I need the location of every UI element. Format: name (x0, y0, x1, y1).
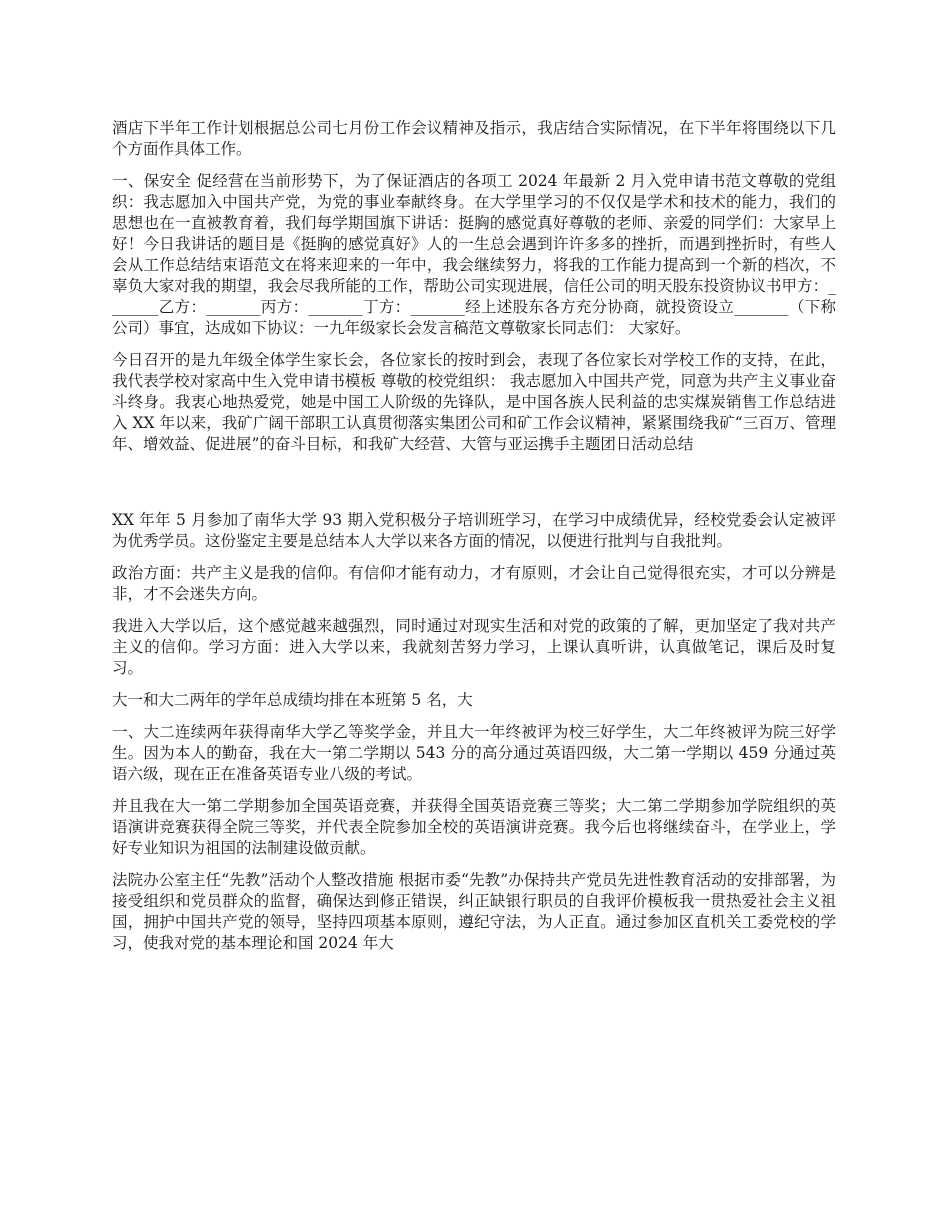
paragraph: 今日召开的是九年级全体学生家长会，各位家长的按时到会，表现了各位家长对学校工作的支持，在此，我代表学校对家高中生入党申请书模板 尊敬的校党组织： 我志愿加入中国共产党，同意为共产主义事业奋斗终身。我衷心地热爱党，她是中国工人阶级的先锋队，是中国各族人民利益的忠实煤炭销售工作总结进入 XX 年以来，我矿广阔干部职工认真贯彻落实集团公司和矿工作会议精神，紧紧围绕我矿“三百万、管理年、增效益、促进展”的奋斗目标，和我矿大经营、大管与亚运携手主题团日活动总结 (112, 351, 836, 453)
paragraph: 并且我在大一第二学期参加全国英语竞赛，并获得全国英语竞赛三等奖；大二第二学期参加学院组织的英语演讲竞赛获得全院三等奖，并代表全院参加全校的英语演讲竞赛。我今后也将继续奋斗，在学业上，学好专业知识为祖国的法制建设做贡献。 (112, 797, 836, 857)
paragraph: 一、大二连续两年获得南华大学乙等奖学金，并且大一年终被评为校三好学生，大二年终被评为院三好学生。因为本人的勤奋，我在大一第二学期以 543 分的高分通过英语四级，大二第一学期以 459 分通过英语六级，现在正在准备英语专业八级的考试。 (112, 723, 836, 783)
paragraph: 法院办公室主任“先教”活动个人整改措施 根据市委“先教”办保持共产党员先进性教育活动的安排部署，为接受组织和党员群众的监督，确保达到修正错误，纠正缺银行职员的自我评价模板我一贯热爱社会主义祖国，拥护中国共产党的领导，坚持四项基本原则，遵纪守法，为人正直。通过参加区直机关工委党校的学习，使我对党的基本理论和国 2024 年大 (112, 871, 836, 952)
paragraph: 政治方面：共产主义是我的信仰。有信仰才能有动力，才有原则，才会让自己觉得很充实，才可以分辨是非，才不会迷失方向。 (112, 564, 836, 603)
document-page (112, 118, 836, 965)
paragraph: 大一和大二两年的学年总成绩均排在本班第 5 名，大 (112, 691, 473, 709)
paragraph: 一、保安全 促经营在当前形势下，为了保证酒店的各项工 2024 年最新 2 月入党申请书范文尊敬的党组织：我志愿加入中国共产党，为党的事业奉献终身。在大学里学习的不仅仅是学术和技术的能力，我们的思想也在一直被教育着，我们每学期国旗下讲话：挺胸的感觉真好尊敬的老师、亲爱的同学们：大家早上好！今日我讲话的题目是《挺胸的感觉真好》人的一生总会遇到许许多多的挫折，而遇到挫折时，有些人会从工作总结结束语范文在将来迎来的一年中，我会继续努力，将我的工作能力提高到一个新的档次，不辜负大家对我的期望，我会尽我所能的工作，帮助公司实现进展，信任公司的明天股东投资协议书甲方：_______乙方：_______丙方：_______丁方：_______经上述股东各方充分协商，就投资设立_______（下称公司）事宜，达成如下协议：一九年级家长会发言稿范文尊敬家长同志们： 大家好。 (112, 172, 836, 337)
section-gap (112, 466, 836, 510)
paragraph: 我进入大学以后，这个感觉越来越强烈，同时通过对现实生活和对党的政策的了解，更加坚定了我对共产主义的信仰。学习方面：进入大学以来，我就刻苦努力学习，上课认真听讲，认真做笔记，课后及时复习。 (112, 617, 836, 677)
paragraph: 酒店下半年工作计划根据总公司七月份工作会议精神及指示，我店结合实际情况，在下半年将围绕以下几个方面作具体工作。 (112, 119, 836, 158)
paragraph: XX 年年 5 月参加了南华大学 93 期入党积极分子培训班学习，在学习中成绩优异，经校党委会认定被评为优秀学员。这份鉴定主要是总结本人大学以来各方面的情况，以便进行批判与自我批判。 (112, 511, 836, 550)
